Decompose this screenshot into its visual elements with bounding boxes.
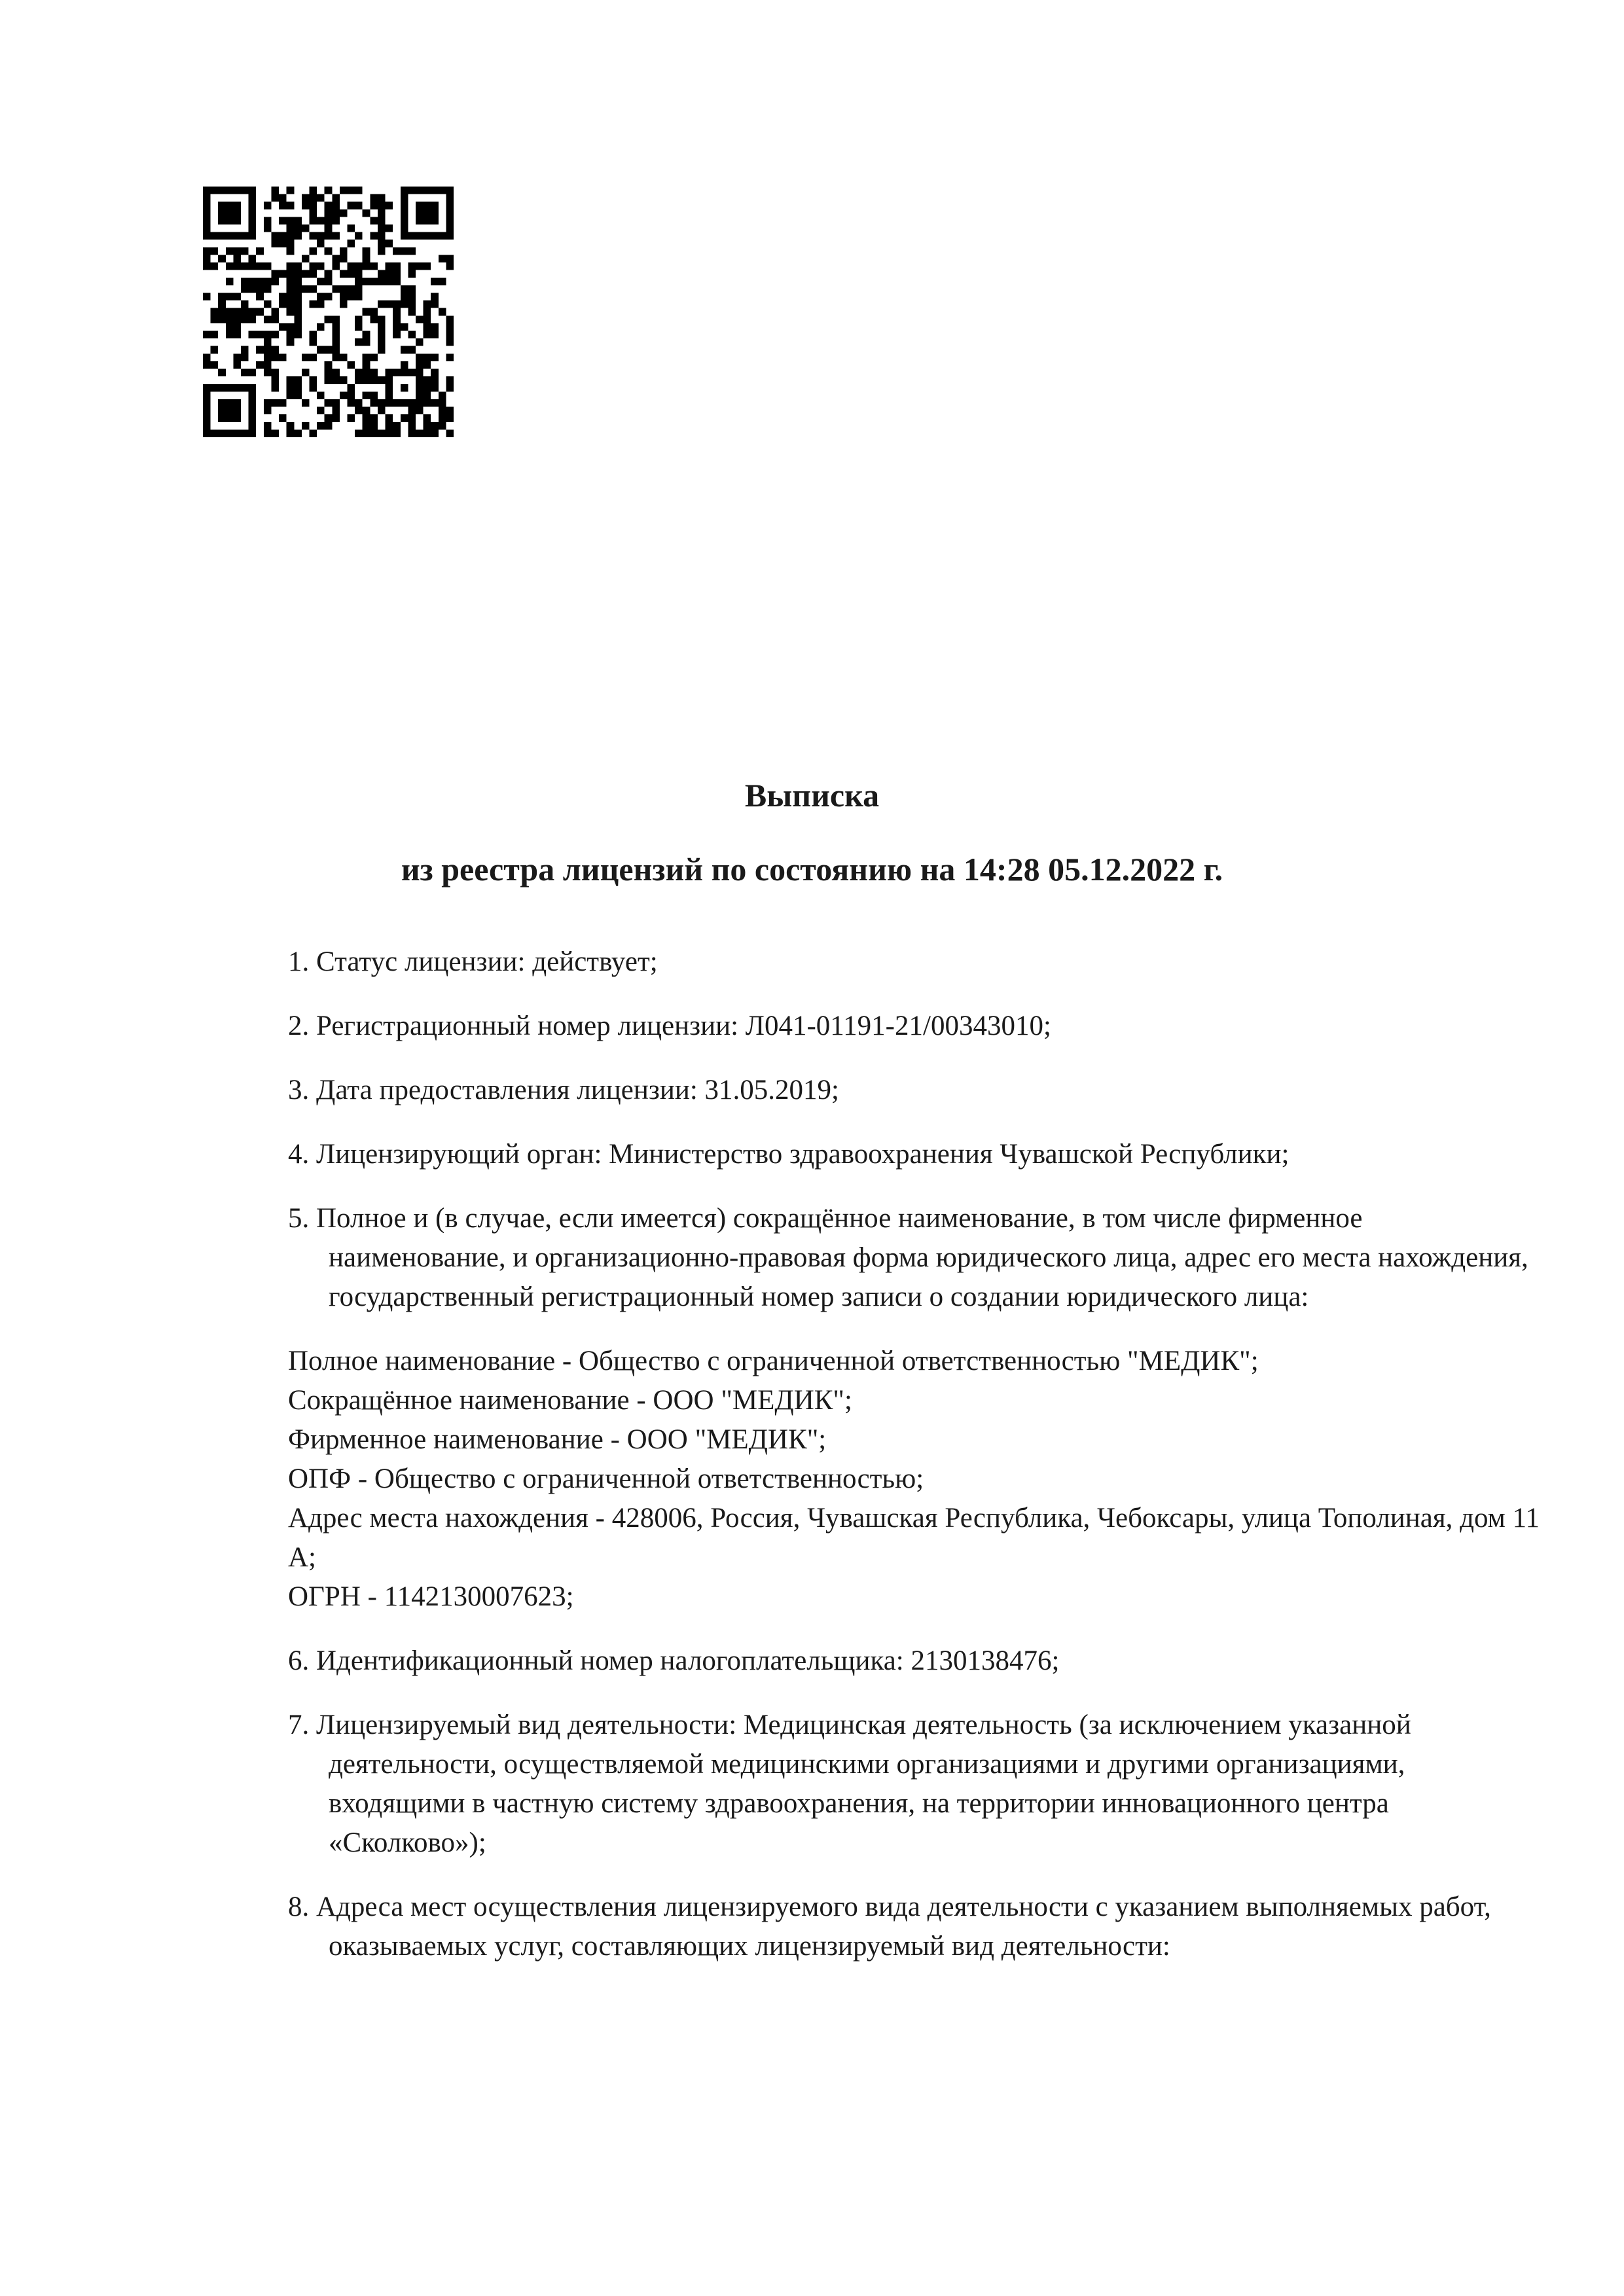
document-subtitle: из реестра лицензий по состоянию на 14:28 05.12.2022 г. bbox=[401, 851, 1223, 888]
document-title: Выписка bbox=[744, 777, 880, 814]
item-inn: 6. Идентификационный номер налогоплательщика: 2130138476; bbox=[288, 1645, 1060, 1676]
item-activity-addresses: 8. Адреса мест осуществления лицензируемого вида деятельности с указанием выполняемых работ, оказываемых услуг, составляющих лицензируемый вид деятельности: bbox=[288, 1892, 1491, 1962]
org-full-name: Полное наименование - Общество с ограниченной ответственностью "МЕДИК"; bbox=[288, 1346, 1259, 1376]
item-issue-date: 3. Дата предоставления лицензии: 31.05.2019; bbox=[288, 1075, 839, 1105]
org-brand-name: Фирменное наименование - ООО "МЕДИК"; bbox=[288, 1424, 827, 1455]
item-organization-names: 5. Полное и (в случае, если имеется) сокращённое наименование, в том числе фирменное наименование, и организационно-правовая форма юридического лица, адрес его места нахождения, государственный регистрационный номер записи о создании юридического лица: bbox=[288, 1203, 1528, 1312]
item-license-status: 1. Статус лицензии: действует; bbox=[288, 946, 658, 977]
qr-code bbox=[203, 187, 454, 437]
org-short-name: Сокращённое наименование - ООО "МЕДИК"; bbox=[288, 1385, 852, 1416]
org-address: Адрес места нахождения - 428006, Россия, Чувашская Республика, Чебоксары, улица Тополиная, дом 11 А; bbox=[288, 1503, 1540, 1573]
item-registration-number: 2. Регистрационный номер лицензии: Л041-01191-21/00343010; bbox=[288, 1011, 1051, 1041]
org-ogrn: ОГРН - 1142130007623; bbox=[288, 1581, 574, 1612]
organization-details bbox=[288, 1342, 1545, 1617]
org-opf: ОПФ - Общество с ограниченной ответственностью; bbox=[288, 1463, 924, 1494]
document-body bbox=[288, 942, 1545, 1991]
item-activity-type: 7. Лицензируемый вид деятельности: Медицинская деятельность (за исключением указанной деятельности, осуществляемой медицинскими организациями и другими организациями, входящими в частную систему здравоохранения, на территории инновационного центра «Сколково»); bbox=[288, 1710, 1411, 1858]
item-licensing-authority: 4. Лицензирующий орган: Министерство здравоохранения Чувашской Республики; bbox=[288, 1139, 1290, 1170]
